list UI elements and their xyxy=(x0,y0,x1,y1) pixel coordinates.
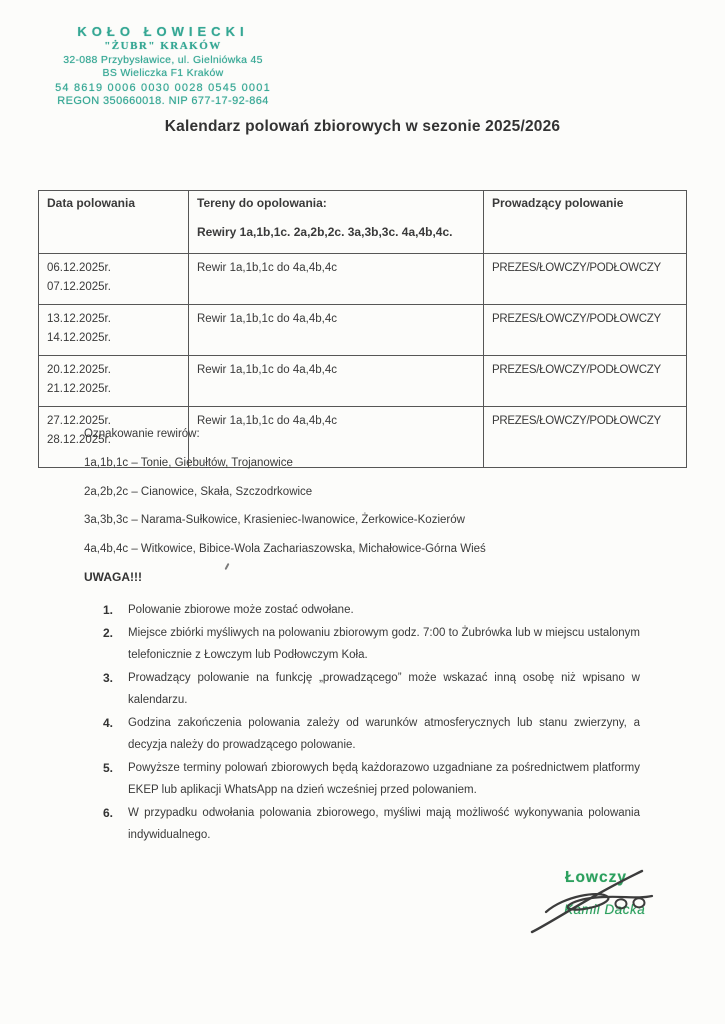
note-item xyxy=(103,599,640,621)
terrain-header-line1: Tereny do opolowania: xyxy=(197,196,327,210)
note-item xyxy=(103,667,640,711)
leader-cell: PREZES/ŁOWCZY/PODŁOWCZY xyxy=(484,305,687,356)
date-line-1: 27.12.2025r. xyxy=(47,415,111,427)
table-row xyxy=(39,254,687,305)
date-line-1: 06.12.2025r. xyxy=(47,262,111,274)
note-item xyxy=(103,757,640,801)
date-line-1: 20.12.2025r. xyxy=(47,364,111,376)
col-header-leader: Prowadzący polowanie xyxy=(484,191,687,254)
table-row xyxy=(39,356,687,407)
terrain-cell: Rewir 1a,1b,1c do 4a,4b,4c xyxy=(189,305,484,356)
leader-cell: PREZES/ŁOWCZY/PODŁOWCZY xyxy=(484,356,687,407)
legend-heading: Oznakowanie rewirów: xyxy=(84,428,200,440)
note-number: 6. xyxy=(103,806,114,820)
notes-heading: UWAGA!!! xyxy=(84,570,142,584)
signature-block xyxy=(520,862,695,942)
date-line-2: 07.12.2025r. xyxy=(47,281,111,293)
document-title: Kalendarz polowań zbiorowych w sezonie 2025/2026 xyxy=(164,118,561,135)
club-bank-name: BS Wieliczka F1 Kraków xyxy=(102,67,224,79)
note-item xyxy=(103,802,640,846)
col-header-terrain xyxy=(189,191,484,254)
note-number: 2. xyxy=(103,626,114,640)
legend-item: 1a,1b,1c – Tonie, Giebułtów, Trojanowice xyxy=(84,457,293,469)
note-text: Powyższe terminy polowań zbiorowych będą każdorazowo uzgadniane za pośrednictwem platformy EKEP lub aplikacji WhatsApp na dzień wcześniej przed polowaniem. xyxy=(128,762,640,796)
note-item xyxy=(103,712,640,756)
date-line-2: 14.12.2025r. xyxy=(47,332,111,344)
date-cell xyxy=(39,254,189,305)
terrain-header-line2: Rewiry 1a,1b,1c. 2a,2b,2c. 3a,3b,3c. 4a,4b,4c. xyxy=(197,225,453,239)
signature-name-stamp: Kamil Dacka xyxy=(564,902,646,917)
note-number: 5. xyxy=(103,761,114,775)
table-row xyxy=(39,305,687,356)
note-item xyxy=(103,622,640,666)
club-stamp xyxy=(48,24,278,107)
legend-item: 2a,2b,2c – Cianowice, Skała, Szczodrkowice xyxy=(84,485,313,498)
leader-cell: PREZES/ŁOWCZY/PODŁOWCZY xyxy=(484,254,687,305)
handwritten-signature xyxy=(520,862,695,942)
date-line-1: 13.12.2025r. xyxy=(47,313,111,325)
terrain-cell: Rewir 1a,1b,1c do 4a,4b,4c xyxy=(189,407,484,468)
notes-list xyxy=(103,599,640,847)
club-address: 32-088 Przybysławice, ul. Gielniówka 45 xyxy=(63,54,263,66)
leader-cell: PREZES/ŁOWCZY/PODŁOWCZY xyxy=(484,407,687,468)
date-cell xyxy=(39,356,189,407)
legend-item: 3a,3b,3c – Narama-Sułkowice, Krasieniec-Iwanowice, Żerkowice-Kozierów xyxy=(84,514,465,526)
terrain-cell: Rewir 1a,1b,1c do 4a,4b,4c xyxy=(189,356,484,407)
note-text: Godzina zakończenia polowania zależy od warunków atmosferycznych lub stanu zwierzyny, a decyzja należy do prowadzącego polowanie. xyxy=(128,717,640,751)
table-header-row xyxy=(39,191,687,254)
note-number: 1. xyxy=(103,603,114,617)
signature-role-stamp: Łowczy xyxy=(565,869,627,886)
club-bank-account: 54 8619 0006 0030 0028 0545 0001 xyxy=(55,82,271,94)
note-number: 4. xyxy=(103,716,114,730)
legend-item: 4a,4b,4c – Witkowice, Bibice-Wola Zachariaszowska, Michałowice-Górna Wieś xyxy=(84,542,486,555)
note-text: Polowanie zbiorowe może zostać odwołane. xyxy=(128,604,354,616)
district-legend xyxy=(84,428,486,571)
hunt-calendar-table xyxy=(38,190,687,468)
note-number: 3. xyxy=(103,671,114,685)
club-subname: "ŻUBR" KRAKÓW xyxy=(104,40,222,52)
date-line-2: 28.12.2025r. xyxy=(47,434,111,446)
date-line-2: 21.12.2025r. xyxy=(47,383,111,395)
note-text: Miejsce zbiórki myśliwych na polowaniu zbiorowym godz. 7:00 to Żubrówka lub w miejscu ustalonym telefonicznie z Łowczym lub Podłowczym Koła. xyxy=(128,627,640,661)
date-cell xyxy=(39,305,189,356)
club-name: KOŁO ŁOWIECKI xyxy=(77,24,249,39)
note-text: Prowadzący polowanie na funkcję „prowadzącego” może wskazać inną osobę niż wpisano w kalendarzu. xyxy=(128,672,640,706)
note-text: W przypadku odwołania polowania zbiorowego, myśliwi mają możliwość wykonywania polowania indywidualnego. xyxy=(128,807,640,841)
col-header-date: Data polowania xyxy=(39,191,189,254)
terrain-cell: Rewir 1a,1b,1c do 4a,4b,4c xyxy=(189,254,484,305)
club-regon-nip: REGON 350660018. NIP 677-17-92-864 xyxy=(57,95,269,107)
